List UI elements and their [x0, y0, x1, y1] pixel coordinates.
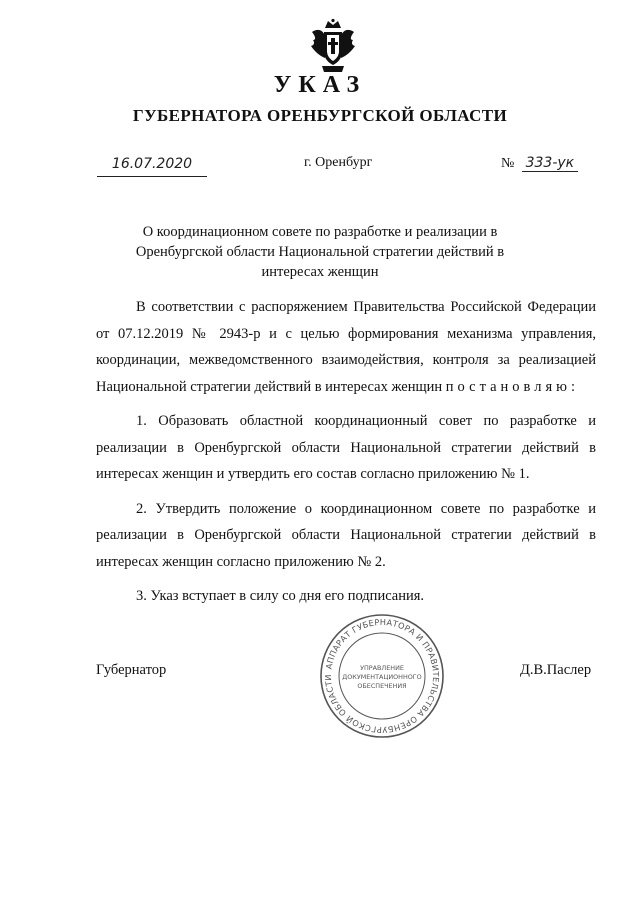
signatory-title: Губернатор: [96, 662, 167, 678]
seal-outer-text: АППАРАТ ГУБЕРНАТОРА И ПРАВИТЕЛЬСТВА ОРЕНБУРГСКОЙ ОБЛАСТИ: [322, 616, 442, 736]
document-subtitle: ГУБЕРНАТОРА ОРЕНБУРГСКОЙ ОБЛАСТИ: [132, 106, 508, 125]
number-label: №: [501, 156, 515, 171]
item-3: 3. Указ вступает в силу со дня его подписания.: [136, 588, 425, 604]
preamble-text: В соответствии с распоряжением Правительства Российской Федерации от 07.12.2019 № 2943-р и с целью формирования механизма управления, координации, межведомственного взаимодействия, контроля за реализацией Национальной стратегии действий в интересах женщин: [96, 299, 596, 395]
coat-of-arms-icon: [308, 18, 358, 74]
item-1: 1. Образовать областной координационный совет по разработке и реализации в Оренбургской области Национальной стратегии действий в интересах женщин и утвердить его состав согласно приложению № 1.: [96, 413, 596, 482]
seal-line-2: ДОКУМЕНТАЦИОННОГО: [342, 673, 422, 681]
item-2: 2. Утвердить положение о координационном совете по разработке и реализации в Оренбургской области Национальной стратегии действий в интересах женщин согласно приложению № 2.: [96, 500, 596, 570]
number-value: 333-ук: [522, 155, 578, 172]
document-title: УКАЗ: [273, 72, 367, 98]
seal-line-1: УПРАВЛЕНИЕ: [360, 664, 404, 672]
signatory-name: Д.В.Паслер: [520, 662, 592, 678]
official-seal: [318, 612, 446, 740]
document-body: [96, 294, 596, 610]
document-topic: О координационном совете по разработке и реализации в Оренбургской области Национальной стратегии действий в интересах женщин: [135, 224, 505, 280]
document-number: [501, 155, 578, 172]
document-date: 16.07.2020: [97, 156, 207, 177]
document-city: г. Оренбург: [304, 155, 373, 170]
preamble-paragraph: [96, 294, 596, 400]
seal-line-3: ОБЕСПЕЧЕНИЯ: [357, 682, 407, 690]
resolve-word: постановляю:: [445, 378, 579, 395]
